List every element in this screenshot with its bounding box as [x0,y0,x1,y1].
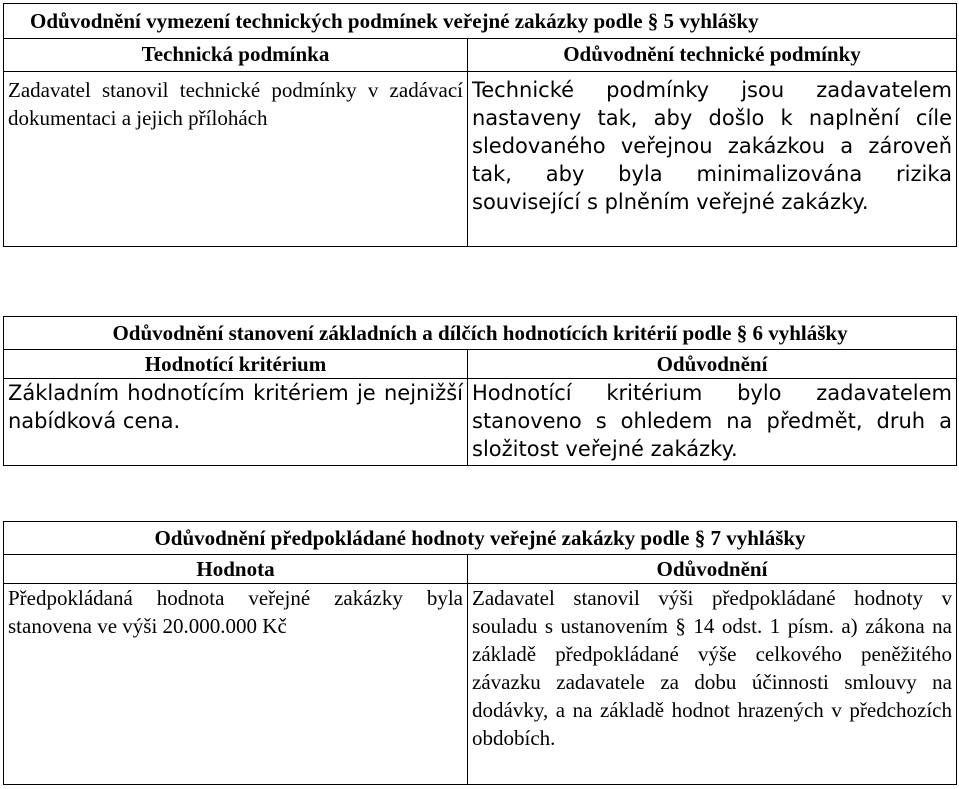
evaluation-justification-text: Hodnotící kritérium bylo zadavatelem stanoveno s ohledem na předmět, druh a složitost veřejné zakázky. [468,379,957,466]
technical-conditions-title: Odůvodnění vymezení technických podmínek veřejné zakázky podle § 5 vyhlášky [4,4,957,39]
value-header: Hodnota [4,555,468,584]
evaluation-criterion-text: Základním hodnotícím kritériem je nejnižší nabídková cena. [4,379,468,466]
estimated-value-table [3,521,957,785]
value-text: Předpokládaná hodnota veřejné zakázky byla stanovena ve výši 20.000.000 Kč [4,584,468,785]
technical-justification-text: Technické podmínky jsou zadavatelem nastaveny tak, aby došlo k naplnění cíle sledovaného veřejnou zakázkou a zároveň tak, aby byla minimalizována rizika související s plněním veřejné zakázky. [468,72,957,247]
estimated-value-title: Odůvodnění předpokládané hodnoty veřejné zakázky podle § 7 vyhlášky [4,522,957,555]
technical-conditions-table [3,3,957,247]
technical-justification-header: Odůvodnění technické podmínky [468,39,957,72]
technical-condition-text: Zadavatel stanovil technické podmínky v zadávací dokumentaci a jejich přílohách [4,72,468,247]
technical-condition-header: Technická podmínka [4,39,468,72]
value-justification-text: Zadavatel stanovil výši předpokládané hodnoty v souladu s ustanovením § 14 odst. 1 písm. a) zákona na základě předpokládané výše celkového peněžitého závazku zadavatele za dobu účinnosti smlouvy na dodávky, a na základě hodnot hrazených v předchozích obdobích. [468,584,957,785]
evaluation-criteria-title: Odůvodnění stanovení základních a dílčích hodnotících kritérií podle § 6 vyhlášky [4,317,957,350]
evaluation-criterion-header: Hodnotící kritérium [4,350,468,379]
value-justification-header: Odůvodnění [468,555,957,584]
evaluation-criteria-table [3,316,957,466]
evaluation-justification-header: Odůvodnění [468,350,957,379]
